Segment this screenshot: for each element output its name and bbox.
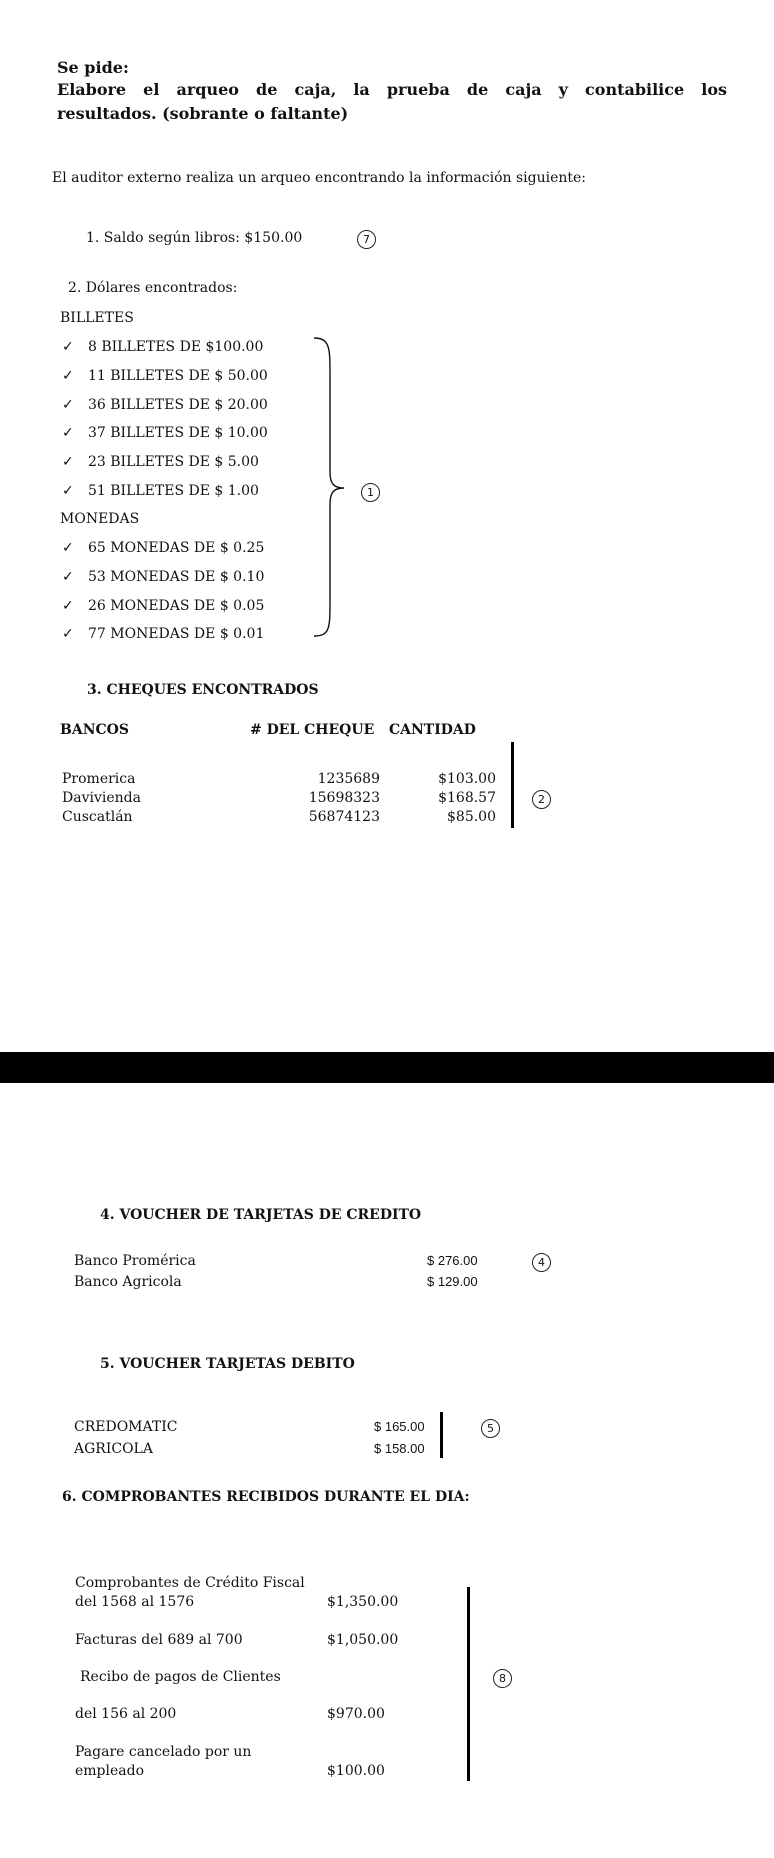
marker-5-icon: 5: [481, 1419, 500, 1438]
pagare-label-2: empleado: [75, 1763, 145, 1779]
se-pide-heading: Se pide:: [57, 58, 129, 77]
item-4-title: 4. VOUCHER DE TARJETAS DE CREDITO: [100, 1207, 422, 1223]
check-icon: ✓: [62, 626, 74, 642]
voucher-debito-label: AGRICOLA: [74, 1441, 153, 1457]
monedas-title: MONEDAS: [60, 511, 140, 527]
bracket-line: [467, 1587, 470, 1781]
moneda-row: 77 MONEDAS DE $ 0.01: [88, 626, 265, 642]
cheque-numero: 1235689: [317, 771, 380, 787]
task-line-2: resultados. (sobrante o faltante): [57, 104, 349, 123]
recibo-amount: $970.00: [327, 1706, 385, 1722]
item-5-title: 5. VOUCHER TARJETAS DEBITO: [100, 1356, 355, 1372]
bracket-line: [511, 742, 514, 828]
billete-row: 37 BILLETES DE $ 10.00: [88, 425, 268, 441]
item-6-title: 6. COMPROBANTES RECIBIDOS DURANTE EL DIA:: [62, 1489, 470, 1505]
black-divider: [0, 1052, 774, 1083]
cheque-cantidad: $168.57: [438, 790, 496, 806]
check-icon: ✓: [62, 339, 74, 355]
cheque-cantidad: $103.00: [438, 771, 496, 787]
billete-row: 23 BILLETES DE $ 5.00: [88, 454, 259, 470]
intro-text: El auditor externo realiza un arqueo encontrando la información siguiente:: [52, 170, 587, 186]
col-cantidad: CANTIDAD: [389, 722, 476, 738]
billete-row: 51 BILLETES DE $ 1.00: [88, 483, 259, 499]
billete-row: 36 BILLETES DE $ 20.00: [88, 397, 268, 413]
check-icon: ✓: [62, 397, 74, 413]
check-icon: ✓: [62, 598, 74, 614]
item-3-title: 3. CHEQUES ENCONTRADOS: [87, 682, 319, 698]
curly-brace-icon: [310, 336, 350, 638]
check-icon: ✓: [62, 368, 74, 384]
check-icon: ✓: [62, 569, 74, 585]
cf-amount: $1,350.00: [327, 1594, 399, 1610]
cf-label-1: Comprobantes de Crédito Fiscal: [75, 1575, 305, 1591]
marker-4-icon: 4: [532, 1253, 551, 1272]
cheque-banco: Davivienda: [62, 790, 141, 806]
moneda-row: 65 MONEDAS DE $ 0.25: [88, 540, 265, 556]
voucher-credito-label: Banco Promérica: [74, 1253, 196, 1269]
marker-7-icon: 7: [357, 230, 376, 249]
recibo-range: del 156 al 200: [75, 1706, 177, 1722]
item-1-saldo: 1. Saldo según libros: $150.00: [86, 230, 303, 246]
cheque-numero: 56874123: [308, 809, 380, 825]
facturas-amount: $1,050.00: [327, 1632, 399, 1648]
cheque-cantidad: $85.00: [447, 809, 496, 825]
marker-2-icon: 2: [532, 790, 551, 809]
pagare-label-1: Pagare cancelado por un: [75, 1744, 252, 1760]
col-cheque: # DEL CHEQUE: [250, 722, 375, 738]
billete-row: 8 BILLETES DE $100.00: [88, 339, 264, 355]
cf-label-2: del 1568 al 1576: [75, 1594, 195, 1610]
cheque-banco: Promerica: [62, 771, 136, 787]
task-line-1: Elabore el arqueo de caja, la prueba de caja y contabilice los: [57, 80, 727, 99]
check-icon: ✓: [62, 483, 74, 499]
item-2-label: 2. Dólares encontrados:: [68, 280, 238, 296]
recibo-label: Recibo de pagos de Clientes: [80, 1669, 281, 1685]
marker-1-icon: 1: [361, 483, 380, 502]
marker-8-icon: 8: [493, 1669, 512, 1688]
voucher-debito-label: CREDOMATIC: [74, 1419, 178, 1435]
voucher-debito-amount: $ 165.00: [374, 1419, 425, 1434]
check-icon: ✓: [62, 540, 74, 556]
voucher-credito-amount: $ 276.00: [427, 1253, 478, 1268]
check-icon: ✓: [62, 454, 74, 470]
voucher-credito-label: Banco Agricola: [74, 1274, 182, 1290]
moneda-row: 53 MONEDAS DE $ 0.10: [88, 569, 265, 585]
voucher-credito-amount: $ 129.00: [427, 1274, 478, 1289]
col-bancos: BANCOS: [60, 722, 129, 738]
moneda-row: 26 MONEDAS DE $ 0.05: [88, 598, 265, 614]
pagare-amount: $100.00: [327, 1763, 385, 1779]
voucher-debito-amount: $ 158.00: [374, 1441, 425, 1456]
billete-row: 11 BILLETES DE $ 50.00: [88, 368, 268, 384]
check-icon: ✓: [62, 425, 74, 441]
billetes-title: BILLETES: [60, 310, 134, 326]
cheque-banco: Cuscatlán: [62, 809, 133, 825]
bracket-line: [440, 1412, 443, 1458]
facturas-label: Facturas del 689 al 700: [75, 1632, 243, 1648]
cheque-numero: 15698323: [308, 790, 380, 806]
